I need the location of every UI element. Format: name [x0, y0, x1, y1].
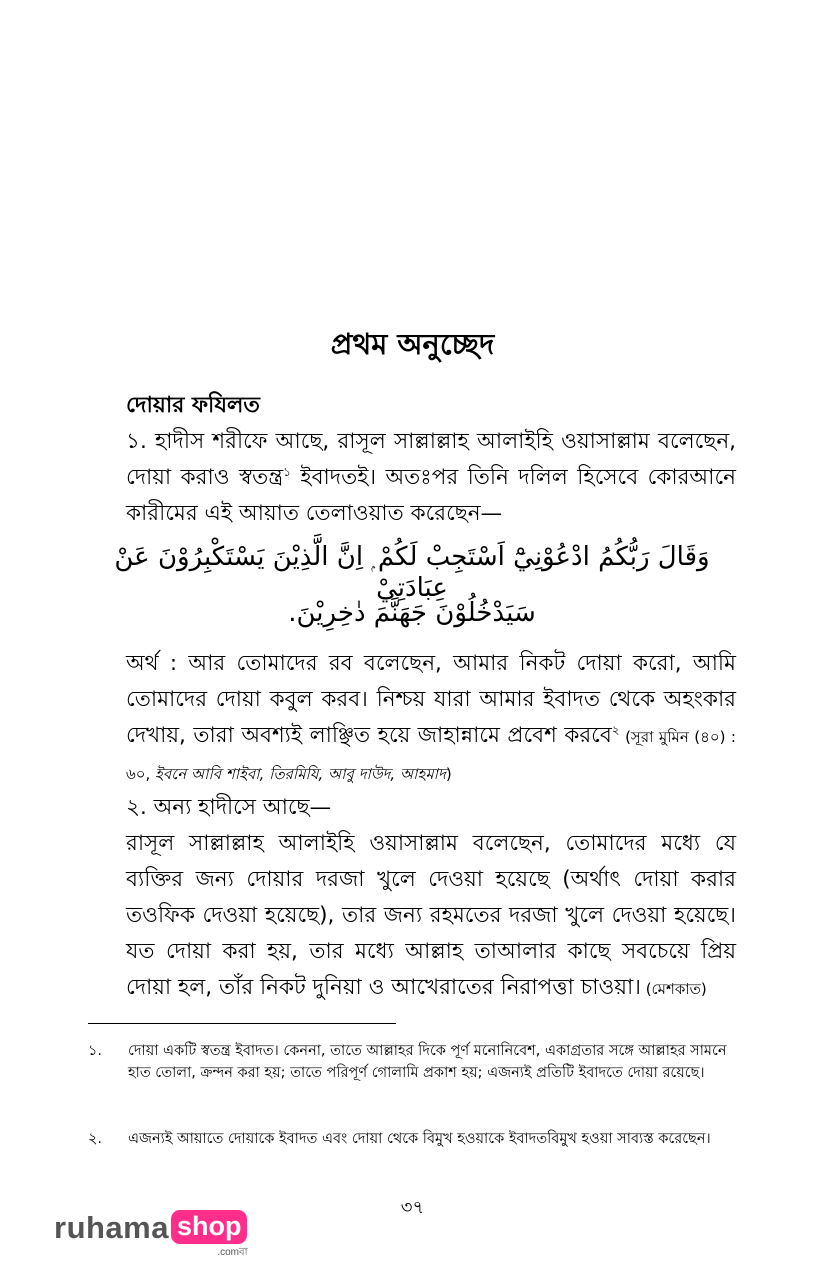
- logo-shop-box: [171, 1210, 248, 1262]
- ruhamashop-logo[interactable]: [54, 1210, 247, 1262]
- hadith-2-ref: (মেশকাত): [640, 980, 707, 998]
- hadith-2-text: রাসূল সাল্লাল্লাহ আলাইহি ওয়াসাল্লাম বলেছেন, তোমাদের মধ্যে যে ব্যক্তির জন্য দোয়ার দরজা খুলে দেওয়া হয়েছে (অর্থাৎ দোয়া করার তওফিক দেওয়া হয়েছে), তার জন্য রহমতের দরজা খুলে দেওয়া হয়েছে। যত দোয়া করা হয়, তার মধ্যে আল্লাহ তাআলার কাছে সবচেয়ে প্রিয় দোয়া হল, তাঁর নিকট দুনিয়া ও আখেরাতের নিরাপত্তা চাওয়া।: [126, 831, 736, 1000]
- logo-text-ruhama: ruhama: [54, 1210, 169, 1245]
- translation-ref-sources: ইবনে আবি শাইবা, তিরমিযি, আবু দাউদ, আহমাদ: [155, 765, 446, 783]
- footnote-ref-2[interactable]: ২: [611, 722, 620, 737]
- section-heading: দোয়ার ফযিলত: [126, 393, 260, 418]
- hadith-2-heading: ২. অন্য হাদীসে আছে—: [126, 795, 332, 820]
- hadith-1-text: ১. হাদীস শরীফে আছে, রাসূল সাল্লাল্লাহ আলাইহি ওয়াসাল্লাম বলেছেন, দোয়া করাও স্বতন্ত্র: [126, 429, 736, 490]
- translation-paragraph: [88, 646, 736, 792]
- chapter-title: প্রথম অনুচ্ছেদ: [330, 327, 495, 361]
- footnote-1-number: ১.: [88, 1043, 103, 1059]
- footnote-2-number: ২.: [88, 1131, 103, 1147]
- hadith-1-text-cont: ইবাদতই। অতঃপর তিনি দলিল হিসেবে কোরআনে কারীমের এই আয়াত তেলাওয়াত করেছেন—: [126, 465, 736, 526]
- footnote-2-text: এজন্যই আয়াতে দোয়াকে ইবাদত এবং দোয়া থেকে বিমুখ হওয়াকে ইবাদতবিমুখ হওয়া সাব্যস্ত করেছেন।: [128, 1131, 711, 1147]
- arabic-verse-line-1: وَقَالَ رَبُّكُمُ ادْعُوْنِيْٓ اَسْتَجِبْ لَكُمْ ۭ اِنَّ الَّذِيْنَ يَسْتَكْبِرُوْنَ عَنْ عِبَادَتِيْ: [114, 542, 710, 603]
- hadith-2-paragraph: [88, 790, 736, 1007]
- translation-ref-prefix: (সূরা মুমিন (৪০) : ৬০,: [126, 728, 736, 783]
- hadith-1-paragraph: [88, 424, 736, 532]
- page-number: ৩৭: [400, 1197, 425, 1218]
- arabic-verse-line-2: سَيَدْخُلُوْنَ جَهَنَّمَ دٰخِرِيْنَ.: [288, 598, 536, 628]
- translation-ref-suffix: ): [445, 765, 452, 783]
- footnote-1: [88, 1040, 736, 1084]
- logo-text-shop: shop: [171, 1210, 248, 1244]
- footnote-2: [88, 1128, 736, 1150]
- footnote-1-text: দোয়া একটি স্বতন্ত্র ইবাদত। কেননা, তাতে আল্লাহর দিকে পূর্ণ মনোনিবেশ, একাগ্রতার সঙ্গে আল্লাহর সামনে হাত তোলা, ক্রন্দন করা হয়; তাতে পরিপূর্ণ গোলামি প্রকাশ হয়; এজন্যই প্রতিটি ইবাদতে দোয়া রয়েছে।: [128, 1043, 727, 1081]
- logo-text-domain: .comবা: [217, 1247, 248, 1258]
- translation-text: অর্থ : আর তোমাদের রব বলেছেন, আমার নিকট দোয়া করো, আমি তোমাদের দোয়া কবুল করব। নিশ্চয় যারা আমার ইবাদত থেকে অহংকার দেখায়, তারা অবশ্যই লাঞ্ছিত হয়ে জাহান্নামে প্রবেশ করবে: [126, 651, 736, 748]
- footnote-ref-1[interactable]: ১: [283, 464, 291, 479]
- footnote-divider: [88, 1023, 396, 1024]
